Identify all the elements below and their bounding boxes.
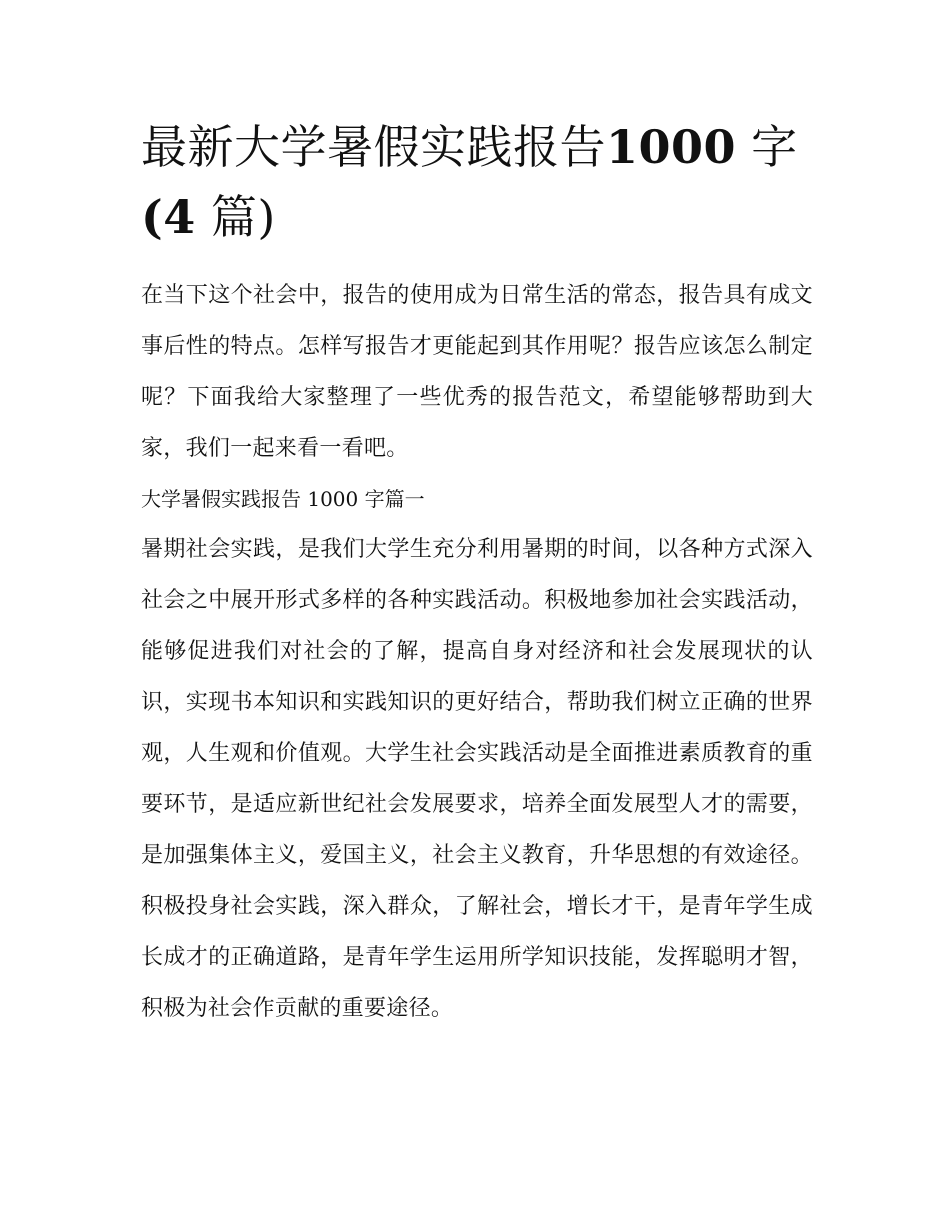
intro-paragraph: 在当下这个社会中，报告的使用成为日常生活的常态，报告具有成文事后性的特点。怎样写报告才更能起到其作用呢？报告应该怎么制定呢？下面我给大家整理了一些优秀的报告范文，希望能够帮助到大家，我们一起来看一看吧。 (141, 283, 813, 461)
section-heading: 大学暑假实践报告 1000 字篇一 (141, 487, 425, 511)
title-suffix: 字 (736, 120, 798, 174)
document-content (141, 112, 813, 1034)
title-count: (4 (141, 190, 196, 244)
title-count-suffix: 篇) (195, 190, 276, 244)
body-paragraph: 暑期社会实践，是我们大学生充分利用暑期的时间，以各种方式深入社会之中展开形式多样的各种实践活动。积极地参加社会实践活动，能够促进我们对社会的了解，提高自身对经济和社会发展现状的认识，实现书本知识和实践知识的更好结合，帮助我们树立正确的世界观，人生观和价值观。大学生社会实践活动是全面推进素质教育的重要环节，是适应新世纪社会发展要求，培养全面发展型人才的需要，是加强集体主义，爱国主义，社会主义教育，升华思想的有效途径。积极投身社会实践，深入群众，了解社会，增长才干，是青年学生成长成才的正确道路，是青年学生运用所学知识技能，发挥聪明才智，积极为社会作贡献的重要途径。 (141, 537, 813, 1021)
title-number: 1000 (606, 120, 737, 174)
title-text: 最新大学暑假实践报告 (141, 120, 606, 174)
document-title (141, 112, 813, 252)
